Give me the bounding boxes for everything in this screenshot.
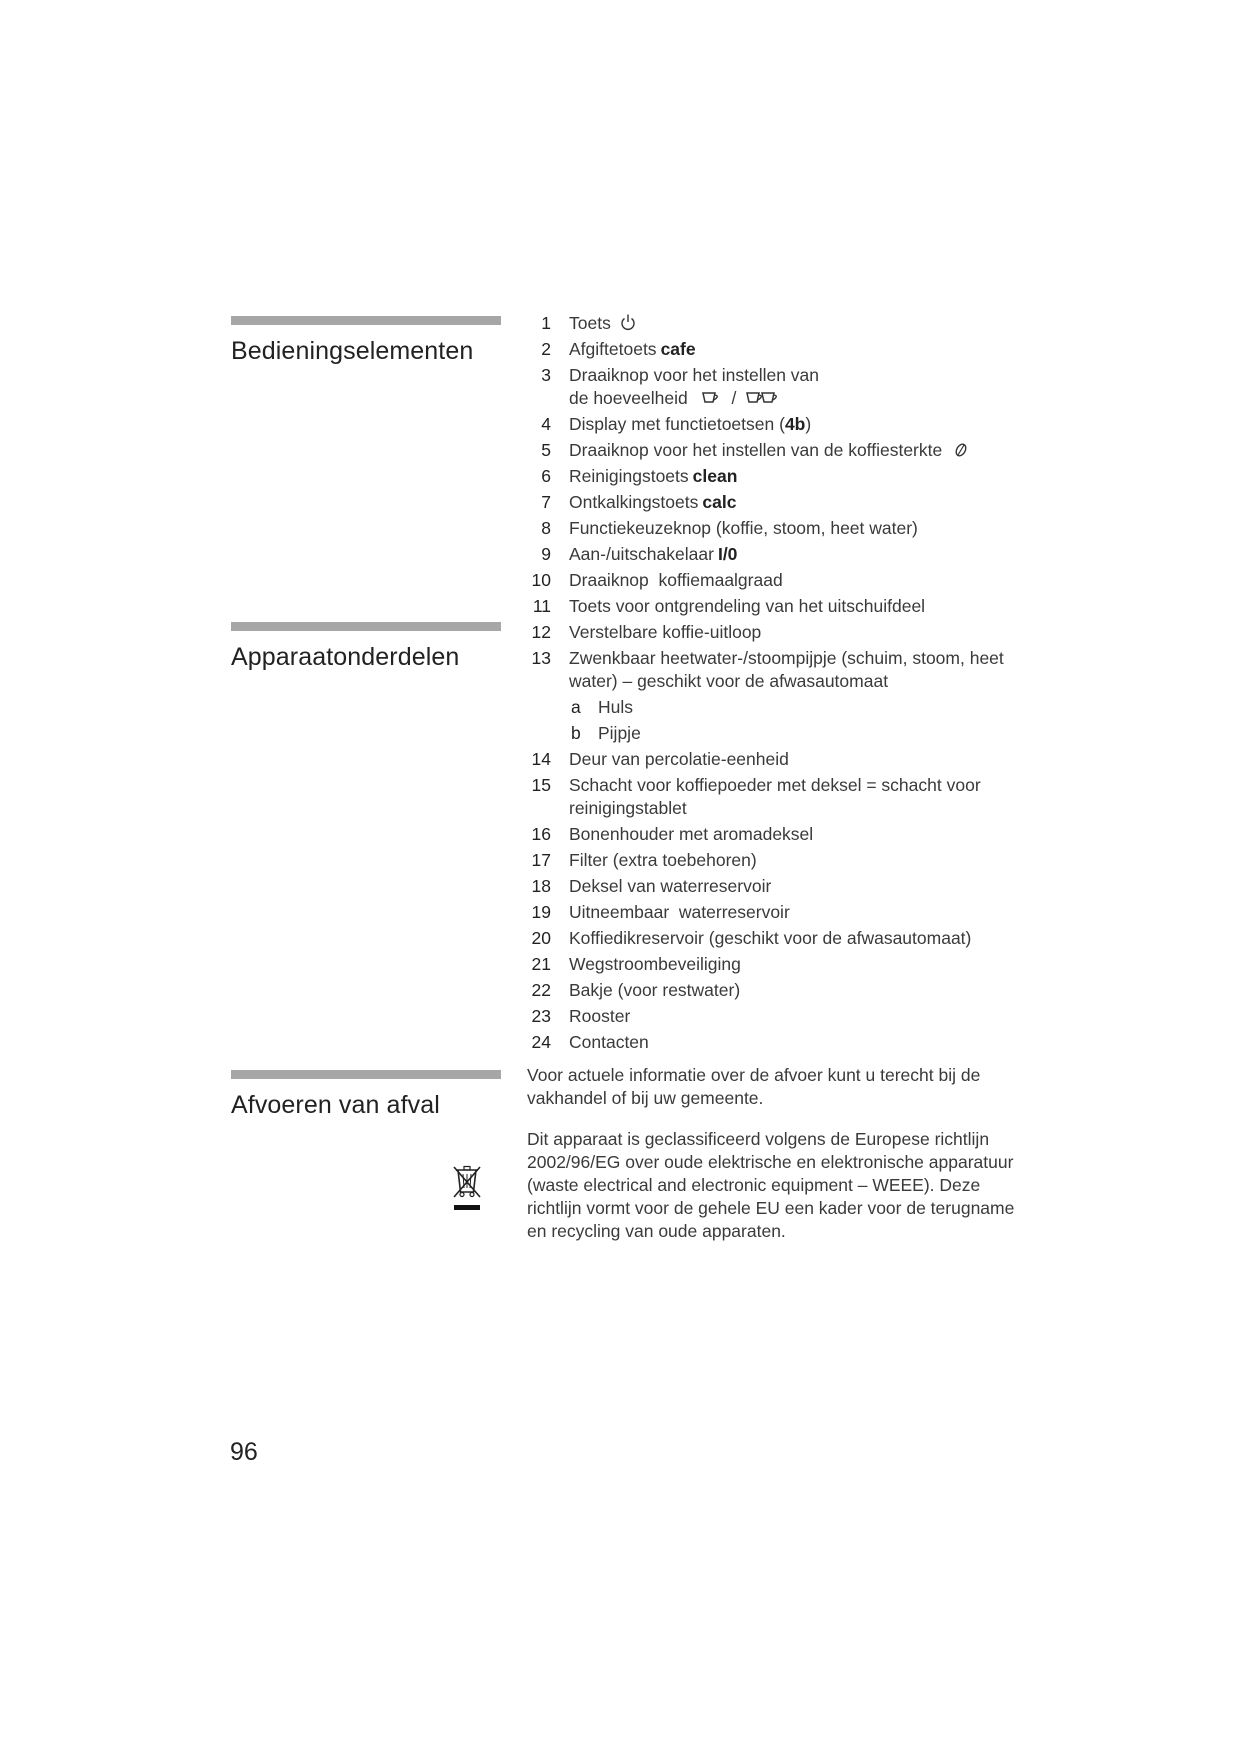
- list-subitem: a Huls: [571, 697, 634, 717]
- list-item: 16 Bonenhouder met aromadeksel: [531, 824, 814, 844]
- list-item: 8 Functiekeuzeknop (koffie, stoom, heet water): [541, 518, 918, 538]
- parts-list: [527, 312, 1027, 1057]
- disposal-paragraph-2: Dit apparaat is geclassificeerd volgens de Europese richtlijn 2002/96/EG over oude elektrische en elektronische apparatuur (waste electrical and electronic equipment – WEEE). Deze richtlijn vormt voor de gehele EU een kader voor de terugname en recycling van oude apparaten.: [527, 1129, 1015, 1241]
- symbol-cafe: cafe: [660, 339, 696, 359]
- list-item: 18 Deksel van waterreservoir: [531, 876, 772, 896]
- section-heading-controls: Bedieningselementen: [231, 337, 474, 365]
- list-item: 23 Rooster: [531, 1006, 631, 1026]
- double-cup-icon: [745, 391, 781, 405]
- list-item: 2 Afgiftetoets cafe: [541, 339, 696, 359]
- list-item: 4 Display met functietoetsen (4b): [541, 414, 812, 434]
- section-heading-parts: Apparaatonderdelen: [231, 643, 460, 671]
- section-heading-disposal: Afvoeren van afval: [231, 1091, 440, 1119]
- list-item: 13 Zwenkbaar heetwater-/stoompijpje (schuim, stoom, heet water) – geschikt voor de afwasautomaat: [531, 648, 1004, 691]
- list-item: 14 Deur van percolatie-eenheid: [531, 749, 789, 769]
- list-item: 20 Koffiedikreservoir (geschikt voor de afwasautomaat): [531, 928, 972, 948]
- list-item: 3 Draaiknop voor het instellen van de hoeveelheid /: [541, 365, 820, 408]
- coffee-bean-icon: [953, 442, 969, 458]
- list-item: 9 Aan-/uitschakelaar I/0: [541, 544, 738, 564]
- list-item: 22 Bakje (voor restwater): [531, 980, 741, 1000]
- symbol-on-off: I/0: [717, 544, 738, 564]
- list-subitem: b Pijpje: [571, 723, 641, 743]
- section-parts: [231, 622, 501, 672]
- section-disposal: [231, 1070, 501, 1120]
- list-item: 21 Wegstroombeveiliging: [531, 954, 741, 974]
- section-bar: [231, 622, 501, 631]
- list-item: 17 Filter (extra toebehoren): [531, 850, 757, 870]
- weee-crossed-bin-icon: [451, 1163, 483, 1213]
- list-item: 6 Reinigingstoets clean: [541, 466, 738, 486]
- list-item: 12 Verstelbare koffie-uitloop: [531, 622, 762, 642]
- list-item: 7 Ontkalkingstoets calc: [541, 492, 737, 512]
- section-bar: [231, 316, 501, 325]
- list-item: 24 Contacten: [531, 1032, 649, 1052]
- list-item: 15 Schacht voor koffiepoeder met deksel = schacht voor reinigingstablet: [531, 775, 981, 818]
- single-cup-icon: [701, 391, 723, 405]
- section-bar: [231, 1070, 501, 1079]
- list-item: 19 Uitneembaar waterreservoir: [531, 902, 790, 922]
- page-number: 96: [230, 1438, 258, 1466]
- section-controls: [231, 316, 501, 366]
- power-icon: [620, 313, 636, 331]
- list-item: 5 Draaiknop voor het instellen van de koffiesterkte: [527, 439, 1027, 462]
- symbol-calc: calc: [702, 492, 737, 512]
- list-item: 11 Toets voor ontgrendeling van het uitschuifdeel: [532, 596, 926, 616]
- list-item: 10 Draaiknop koffiemaalgraad: [531, 570, 783, 590]
- list-item: 1 Toets: [527, 312, 1027, 335]
- symbol-clean: clean: [692, 466, 738, 486]
- disposal-paragraph-1: Voor actuele informatie over de afvoer kunt u terecht bij de vakhandel of bij uw gemeente.: [527, 1065, 981, 1108]
